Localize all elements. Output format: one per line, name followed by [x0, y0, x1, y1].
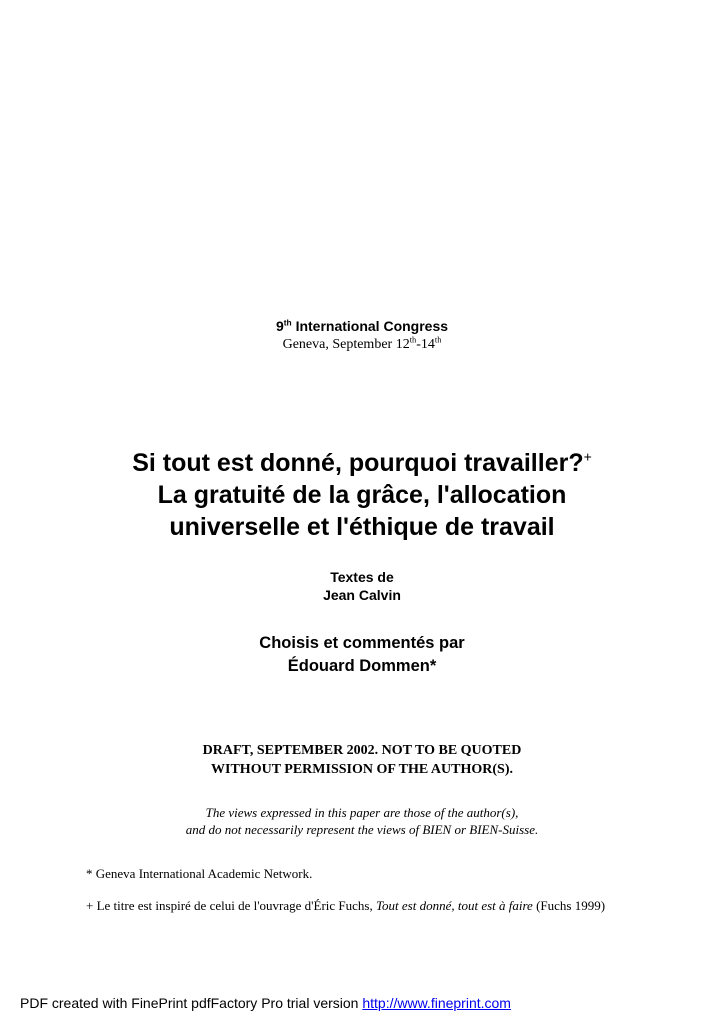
- pdf-footer: [20, 995, 511, 1011]
- congress-number: 9: [275, 318, 284, 334]
- paper-title: [0, 447, 724, 543]
- congress-number-suffix: th: [283, 317, 292, 328]
- disclaimer: The views expressed in this paper are those of the author(s), and do not necessarily represent the views of BIEN or BIEN-Suisse.: [185, 805, 539, 837]
- venue-date: Geneva, September 12th-14th: [282, 335, 442, 352]
- author-source: Jean Calvin: [323, 587, 401, 603]
- title-line-3: universelle et l'éthique de travail: [169, 513, 555, 541]
- congress-name: International Congress: [295, 318, 449, 334]
- editor-credit: Choisis et commentés par Édouard Dommen*: [0, 632, 724, 678]
- fineprint-link[interactable]: http://www.fineprint.com: [362, 995, 511, 1011]
- title-line-2: La gratuité de la grâce, l'allocation: [157, 481, 567, 509]
- footnote-affiliation: * Geneva International Academic Network.: [86, 866, 313, 881]
- title-footnote-marker: +: [583, 448, 592, 465]
- draft-notice: DRAFT, SEPTEMBER 2002. NOT TO BE QUOTED WITHOUT PERMISSION OF THE AUTHOR(S).: [202, 743, 522, 777]
- editor-name: Édouard Dommen*: [287, 657, 437, 675]
- title-line-1: Si tout est donné, pourquoi travailler?+: [132, 448, 592, 477]
- cited-work-title: Tout est donné, tout est à faire: [375, 898, 533, 913]
- pdf-footer-text: PDF created with FinePrint pdfFactory Pro trial version: [20, 995, 363, 1011]
- textes-de: Textes de Jean Calvin: [0, 568, 724, 604]
- congress-heading: [0, 318, 724, 334]
- footnote-title-source: + Le titre est inspiré de celui de l'ouvrage d'Éric Fuchs, Tout est donné, tout est à faire (Fuchs 1999): [86, 898, 606, 913]
